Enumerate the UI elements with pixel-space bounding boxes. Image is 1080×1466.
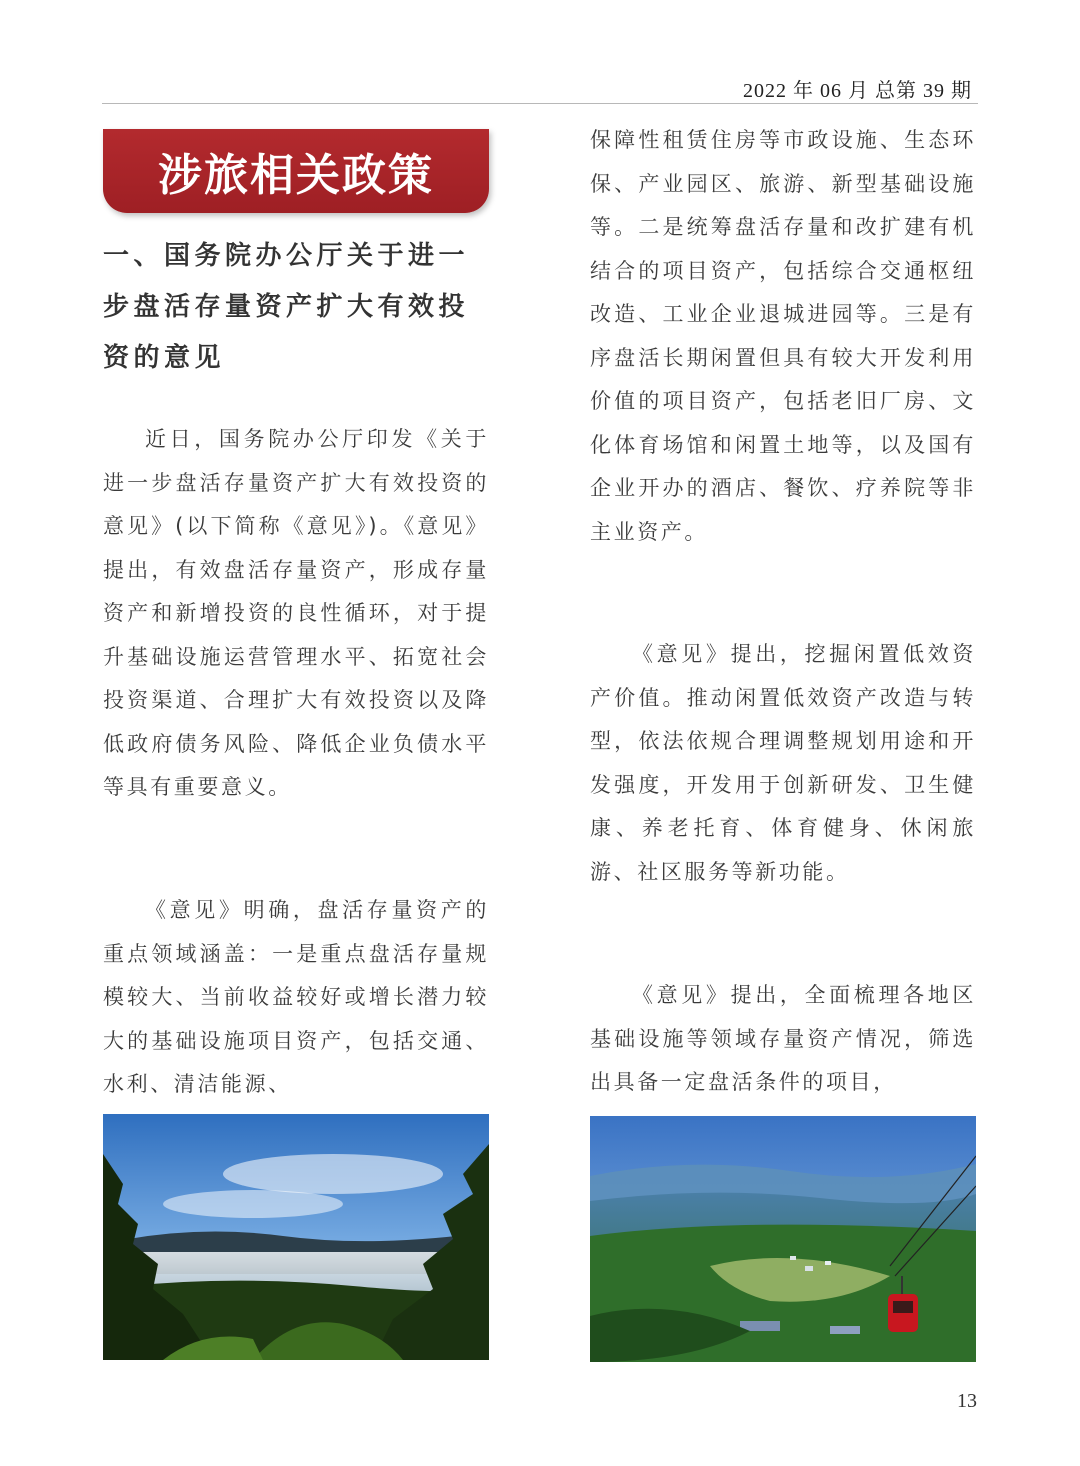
page-number: 13 [957,1390,977,1412]
section-banner [103,129,489,213]
header-divider [102,103,978,104]
forest-mountain-photo [103,1114,489,1360]
paragraph-4: 《意见》提出，挖掘闲置低效资产价值。推动闲置低效资产改造与转型，依法依规合理调整规划用途和开发强度，开发用于创新研发、卫生健康、养老托育、体育健身、休闲旅游、社区服务等新功能。 [590,642,976,884]
paragraph-3: 保障性租赁住房等市政设施、生态环保、产业园区、旅游、新型基础设施等。二是统筹盘活存量和改扩建有机结合的项目资产，包括综合交通枢纽改造、工业企业退城进园等。三是有序盘活长期闲置但具有较大开发利用价值的项目资产，包括老旧厂房、文化体育场馆和闲置土地等，以及国有企业开办的酒店、餐饮、疗养院等非主业资产。 [590,128,976,544]
article-title: 一、国务院办公厅关于进一步盘活存量资产扩大有效投资的意见 [103,241,470,373]
paragraph-1: 近日，国务院办公厅印发《关于进一步盘活存量资产扩大有效投资的意见》(以下简称《意见》)。《意见》提出，有效盘活存量资产，形成存量资产和新增投资的良性循环，对于提升基础设施运营管理水平、拓宽社会投资渠道、合理扩大有效投资以及降低政府债务风险、降低企业负债水平等具有重要意义。 [103,427,489,799]
paragraph-5: 《意见》提出，全面梳理各地区基础设施等领域存量资产情况，筛选出具备一定盘活条件的项目， [590,983,976,1094]
paragraph-2: 《意见》明确，盘活存量资产的重点领域涵盖：一是重点盘活存量规模较大、当前收益较好或增长潜力较大的基础设施项目资产，包括交通、水利、清洁能源、 [103,898,489,1096]
valley-cable-car-photo [590,1116,976,1362]
issue-date: 2022 年 06 月 总第 39 期 [743,80,972,102]
section-title: 涉旅相关政策 [158,150,434,201]
